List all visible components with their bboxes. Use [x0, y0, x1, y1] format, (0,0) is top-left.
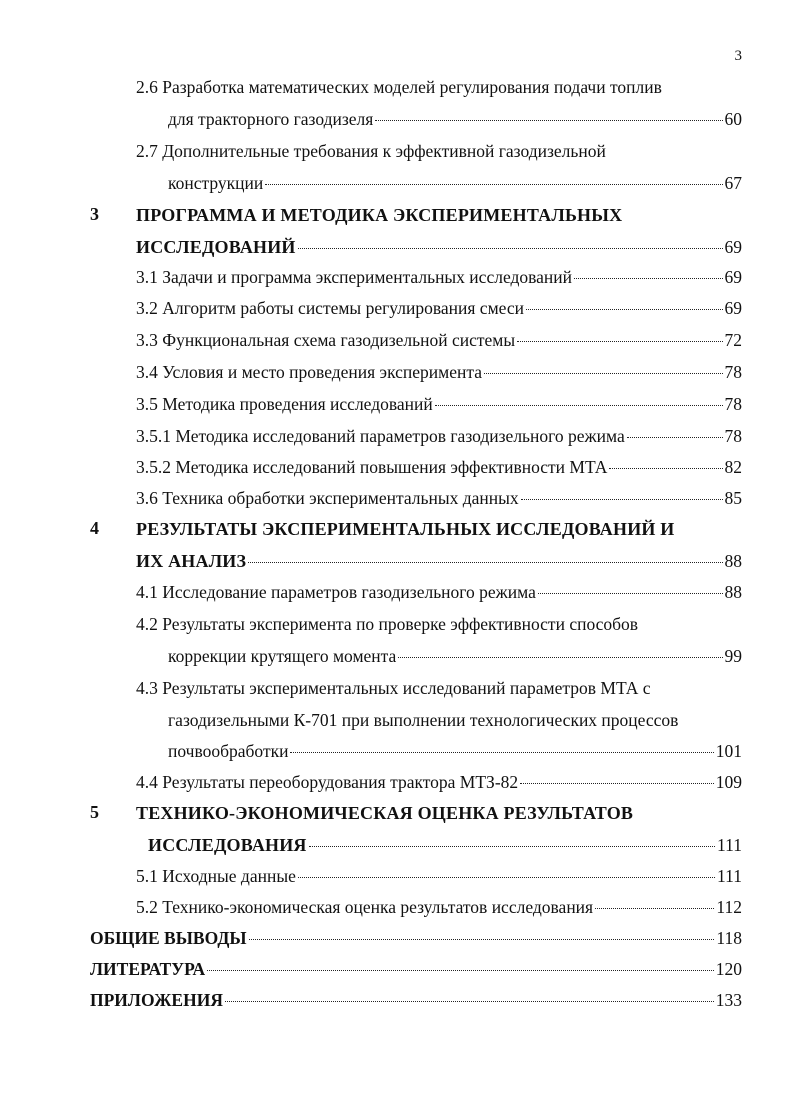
toc-entry-title: 3.3 Функциональная схема газодизельной системы — [136, 330, 516, 350]
toc-page-number: 69 — [724, 298, 742, 318]
toc-entry-4-1[interactable] — [136, 581, 742, 603]
dot-leader — [249, 939, 715, 940]
dot-leader — [298, 877, 715, 878]
toc-entry-5-1[interactable] — [136, 865, 742, 887]
toc-page-number: 111 — [717, 866, 742, 886]
dot-leader — [207, 970, 714, 971]
toc-page-number: 69 — [724, 237, 742, 257]
chapter-3-title-line1: ПРОГРАММА И МЕТОДИКА ЭКСПЕРИМЕНТАЛЬНЫХ — [136, 205, 623, 225]
dot-leader — [521, 499, 723, 500]
toc-entry-title: коррекции крутящего момента — [168, 646, 397, 666]
toc-entry-title: 3.2 Алгоритм работы системы регулирования смеси — [136, 298, 524, 318]
toc-entry-conclusions[interactable] — [90, 927, 742, 949]
toc-page-number: 99 — [724, 646, 742, 666]
chapter-5-title-line1: ТЕХНИКО-ЭКОНОМИЧЕСКАЯ ОЦЕНКА РЕЗУЛЬТАТОВ — [136, 803, 634, 823]
dot-leader — [520, 783, 714, 784]
toc-entry-chapter-4[interactable] — [136, 550, 742, 572]
toc-page-number: 111 — [717, 835, 742, 855]
toc-entry-title: 3.4 Условия и место проведения эксперимента — [136, 362, 482, 382]
toc-page-number: 120 — [715, 959, 742, 979]
toc-entry-title: 3.5 Методика проведения исследований — [136, 394, 433, 414]
toc-page-number: 60 — [724, 109, 742, 129]
toc-entry-title: 5.2 Технико-экономическая оценка результатов исследования — [136, 897, 594, 917]
toc-page-number: 112 — [716, 897, 742, 917]
toc-entry-3-3[interactable] — [136, 329, 742, 351]
toc-entry-title: 4.4 Результаты переоборудования трактора МТЗ-82 — [136, 772, 519, 792]
dot-leader — [290, 752, 713, 753]
dot-leader — [248, 562, 722, 563]
dot-leader — [265, 184, 722, 185]
toc-entry-title: конструкции — [168, 173, 264, 193]
toc-page-number: 101 — [715, 741, 742, 761]
toc-entry-title: ИССЛЕДОВАНИЙ — [136, 237, 296, 257]
toc-entry-4-2[interactable] — [168, 645, 742, 667]
toc-entry-title: 5.1 Исходные данные — [136, 866, 296, 886]
chapter-4-title-line1: РЕЗУЛЬТАТЫ ЭКСПЕРИМЕНТАЛЬНЫХ ИССЛЕДОВАНИЙ И — [136, 519, 675, 539]
toc-entry-title: ПРИЛОЖЕНИЯ — [90, 990, 223, 1010]
dot-leader — [398, 657, 722, 658]
toc-entry-4-4[interactable] — [136, 771, 742, 793]
toc-page-number: 118 — [716, 928, 742, 948]
dot-leader — [526, 309, 723, 310]
dot-leader — [225, 1001, 714, 1002]
toc-page-number: 109 — [715, 772, 742, 792]
toc-entry-title: ЛИТЕРАТУРА — [90, 959, 206, 979]
dot-leader — [595, 908, 714, 909]
toc-page-number: 82 — [724, 457, 742, 477]
dot-leader — [574, 278, 722, 279]
toc-entry-3-2[interactable] — [136, 297, 742, 319]
toc-entry-3-5-1[interactable] — [136, 425, 742, 447]
toc-entry-5-2[interactable] — [136, 896, 742, 918]
toc-entry-title: ИХ АНАЛИЗ — [136, 551, 247, 571]
toc-entry-3-6[interactable] — [136, 487, 742, 509]
dot-leader — [298, 248, 723, 249]
chapter-5-number: 5 — [90, 802, 99, 822]
dot-leader — [538, 593, 723, 594]
toc-entry-title: почвообработки — [168, 741, 289, 761]
toc-entry-literature[interactable] — [90, 958, 742, 980]
toc-entry-title: ИССЛЕДОВАНИЯ — [148, 835, 307, 855]
toc-entry-2-6[interactable] — [168, 108, 742, 130]
chapter-3-number: 3 — [90, 204, 99, 224]
toc-entry-title: 4.1 Исследование параметров газодизельного режима — [136, 582, 536, 602]
toc-entry-4-2-line1: 4.2 Результаты эксперимента по проверке эффективности способов — [136, 614, 639, 634]
toc-page-number: 67 — [724, 173, 742, 193]
toc-entry-2-7-line1: 2.7 Дополнительные требования к эффективной газодизельной — [136, 141, 606, 161]
dot-leader — [375, 120, 722, 121]
toc-page-number: 69 — [724, 267, 742, 287]
page-number: 3 — [734, 48, 742, 64]
toc-entry-title: ОБЩИЕ ВЫВОДЫ — [90, 928, 247, 948]
toc-page-number: 72 — [724, 330, 742, 350]
toc-entry-title: 3.6 Техника обработки экспериментальных данных — [136, 488, 519, 508]
toc-entry-3-1[interactable] — [136, 266, 742, 288]
toc-entry-title: 3.5.1 Методика исследований параметров газодизельного режима — [136, 426, 625, 446]
toc-entry-3-5-2[interactable] — [136, 456, 742, 478]
chapter-4-number: 4 — [90, 518, 99, 538]
toc-page-number: 85 — [724, 488, 742, 508]
toc-entry-2-6-line1: 2.6 Разработка математических моделей регулирования подачи топлив — [136, 77, 662, 97]
dot-leader — [309, 846, 715, 847]
toc-page-number: 88 — [724, 582, 742, 602]
toc-entry-3-4[interactable] — [136, 361, 742, 383]
dot-leader — [627, 437, 723, 438]
toc-entry-chapter-3[interactable] — [136, 236, 742, 258]
toc-page-number: 78 — [724, 394, 742, 414]
toc-page-number: 88 — [724, 551, 742, 571]
toc-entry-4-3-line1: 4.3 Результаты экспериментальных исследований параметров МТА с — [136, 678, 651, 698]
toc-entry-3-5[interactable] — [136, 393, 742, 415]
dot-leader — [435, 405, 723, 406]
toc-entry-appendices[interactable] — [90, 989, 742, 1011]
toc-entry-title: 3.5.2 Методика исследований повышения эффективности МТА — [136, 457, 608, 477]
toc-entry-title: для тракторного газодизеля — [168, 109, 374, 129]
toc-entry-chapter-5[interactable] — [148, 834, 742, 856]
toc-page-number: 78 — [724, 362, 742, 382]
dot-leader — [517, 341, 722, 342]
toc-page-number: 78 — [724, 426, 742, 446]
toc-entry-2-7[interactable] — [168, 172, 742, 194]
toc-entry-4-3-line2: газодизельными К-701 при выполнении технологических процессов — [168, 710, 679, 730]
toc-page-number: 133 — [715, 990, 742, 1010]
toc-entry-4-3[interactable] — [168, 740, 742, 762]
toc-entry-title: 3.1 Задачи и программа экспериментальных исследований — [136, 267, 573, 287]
dot-leader — [609, 468, 722, 469]
dot-leader — [484, 373, 723, 374]
